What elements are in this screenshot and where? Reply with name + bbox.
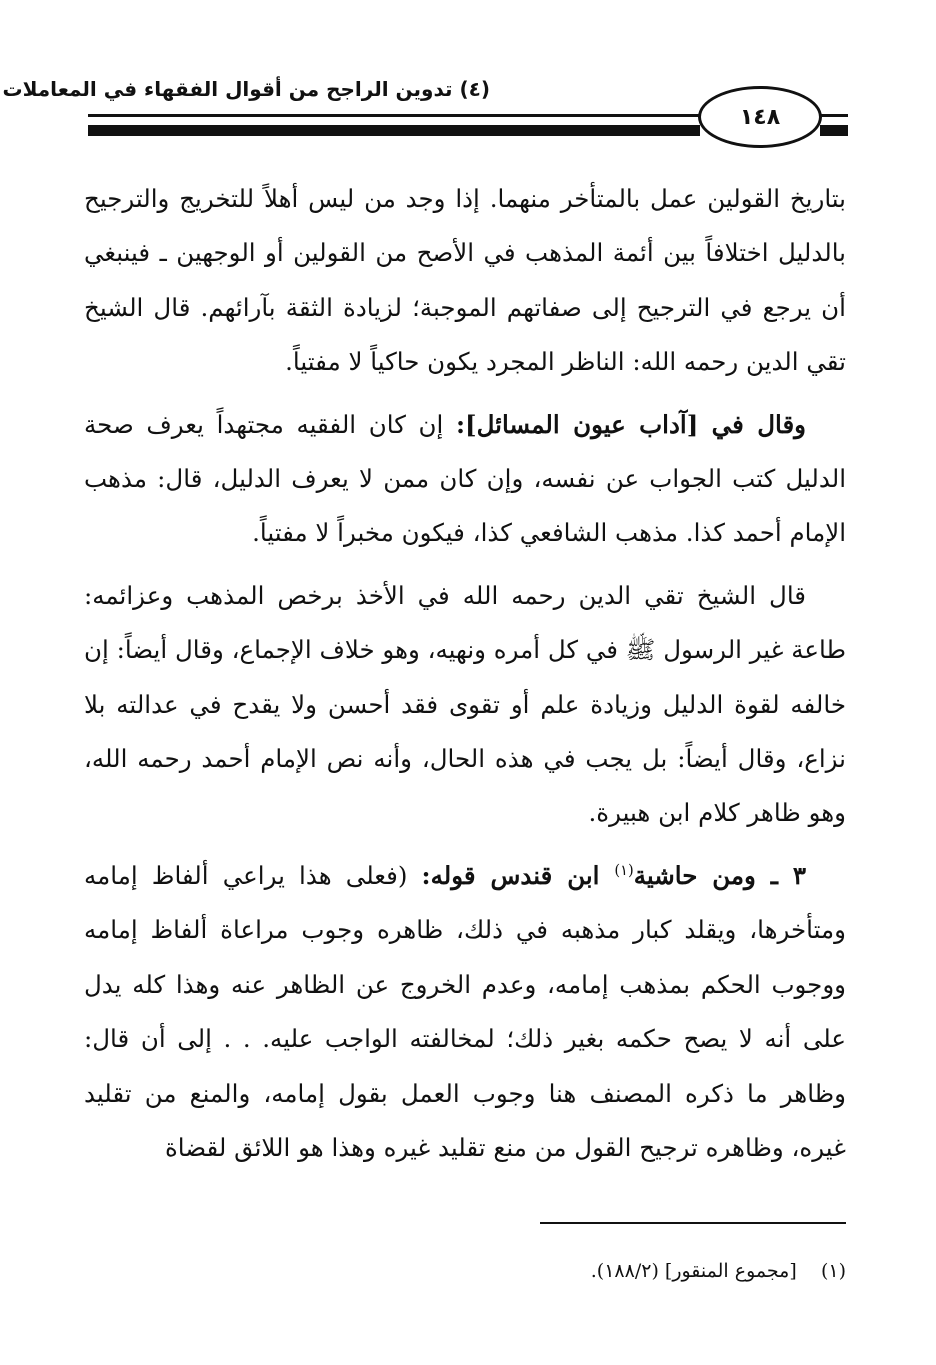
header-rule-thin — [88, 114, 700, 117]
running-header-title: (٤) تدوين الراجح من أقوال الفقهاء في المعاملات — [2, 77, 490, 101]
page-number: ١٤٨ — [739, 104, 781, 130]
section-lead-2: ابن قندس قوله: — [421, 860, 615, 890]
header-rule-thin-right — [820, 114, 848, 117]
paragraph-2 — [84, 398, 846, 561]
book-citation: وقال في [آداب عيون المسائل]: — [455, 409, 806, 439]
footnote-number: (١) — [820, 1260, 846, 1282]
main-text — [84, 172, 846, 1175]
footnote — [400, 1256, 846, 1286]
paragraph-2-text: إن كان الفقيه مجتهداً يعرف صحة الدليل كتب الجواب عن نفسه، وإن كان ممن لا يعرف الدليل، قال: مذهب الإمام أحمد كذا. مذهب الشافعي كذا، فيكون مخبراً لا مفتياً. — [84, 409, 846, 548]
footnote-rule — [540, 1222, 846, 1224]
paragraph-4 — [84, 849, 846, 1175]
section-lead: ٣ ـ ومن حاشية — [633, 860, 806, 890]
page-number-oval — [698, 86, 822, 148]
header-rule-thick — [88, 125, 700, 136]
header-rule-thick-right — [820, 125, 848, 136]
paragraph-4-text: (فعلى هذا يراعي ألفاظ إمامه ومتأخرها، ويقلد كبار مذهبه في ذلك، ظاهره وجوب مراعاة ألفاظ إمامه ووجوب الحكم بمذهب إمامه، وعدم الخروج عن الظاهر عنه وهذا كله يدل على أنه لا يصح حكمه بغير ذلك؛ لمخالفته الواجب عليه. . . إلى أن قال: وظاهر ما ذكره المصنف هنا وجوب العمل بقول إمامه، والمنع من تقليد غيره، وظاهره ترجيح القول من منع تقليد غيره وهذا هو اللائق لقضاة — [84, 860, 846, 1162]
paragraph-1: بتاريخ القولين عمل بالمتأخر منهما. إذا وجد من ليس أهلاً للتخريج والترجيح بالدليل اختلافاً بين أئمة المذهب في الأصح من القولين أو الوجهين ـ فينبغي أن يرجع في الترجيح إلى صفاتهم الموجبة؛ لزيادة الثقة بآرائهم. قال الشيخ تقي الدين رحمه الله: الناظر المجرد يكون حاكياً لا مفتياً. — [84, 184, 846, 377]
paragraph-3: قال الشيخ تقي الدين رحمه الله في الأخذ برخص المذهب وعزائمه: طاعة غير الرسول ﷺ في كل أمره ونهيه، وهو خلاف الإجماع، وقال أيضاً: إن خالفه لقوة الدليل وزيادة علم أو تقوى فقد أحسن ولا يقدح في عدالته بلا نزاع، وقال أيضاً: بل يجب في هذه الحال، وأنه نص الإمام أحمد رحمه الله، وهو ظاهر كلام ابن هبيرة. — [84, 580, 846, 828]
footnote-text: [مجموع المنقور] (١٨٨/٢). — [590, 1260, 797, 1282]
footnote-ref[interactable]: (١) — [614, 861, 634, 879]
